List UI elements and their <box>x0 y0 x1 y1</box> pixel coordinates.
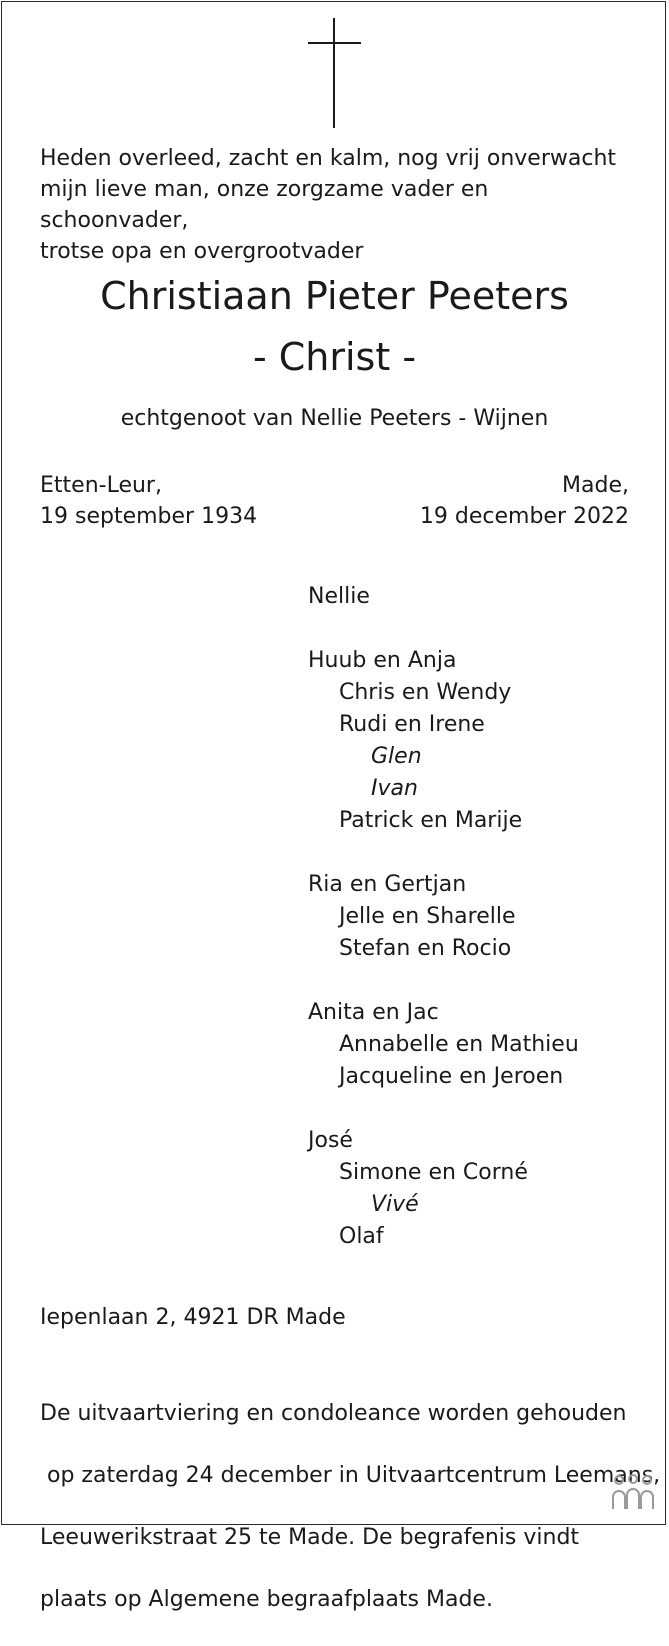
birth-info <box>40 470 257 532</box>
people-group-icon <box>609 1473 657 1513</box>
family-member: Ria en Gertjan <box>308 872 467 897</box>
family-member: Vivé <box>371 1192 419 1217</box>
intro-text <box>40 143 640 267</box>
death-info <box>420 470 629 532</box>
family-member: José <box>308 1128 353 1153</box>
service-info <box>40 1367 661 1646</box>
family-member: Nellie <box>308 584 370 609</box>
death-date: 19 december 2022 <box>419 504 629 529</box>
service-line: Leeuwerikstraat 25 te Made. De begrafenis vindt <box>40 1525 580 1550</box>
family-member: Annabelle en Mathieu <box>339 1032 579 1057</box>
birth-date: 19 september 1934 <box>40 504 258 529</box>
family-member: Olaf <box>339 1224 384 1249</box>
deceased-full-name: Christiaan Pieter Peeters <box>100 274 569 318</box>
birth-place: Etten-Leur, <box>40 473 162 498</box>
family-member: Ivan <box>371 776 418 801</box>
cross-vertical-bar <box>333 18 335 128</box>
family-member: Jelle en Sharelle <box>339 904 516 929</box>
service-line: De uitvaartviering en condoleance worden gehouden <box>40 1401 627 1426</box>
spouse-line: echtgenoot van Nellie Peeters - Wijnen <box>120 406 549 431</box>
family-member: Patrick en Marije <box>339 808 523 833</box>
death-place: Made, <box>562 473 629 498</box>
family-member: Simone en Corné <box>339 1160 528 1185</box>
family-member: Rudi en Irene <box>339 712 485 737</box>
family-member: Huub en Anja <box>308 648 457 673</box>
deceased-nickname: - Christ - <box>252 335 417 379</box>
intro-line: mijn lieve man, onze zorgzame vader en schoonvader, <box>40 177 489 233</box>
family-member: Glen <box>371 744 422 769</box>
intro-line: Heden overleed, zacht en kalm, nog vrij onverwacht <box>40 146 617 171</box>
family-member: Jacqueline en Jeroen <box>339 1064 564 1089</box>
service-line: op zaterdag 24 december in Uitvaartcentrum Leemans, <box>40 1463 661 1488</box>
family-member: Anita en Jac <box>308 1000 439 1025</box>
cross-horizontal-bar <box>308 42 361 44</box>
family-member: Stefan en Rocio <box>339 936 512 961</box>
family-member: Chris en Wendy <box>339 680 512 705</box>
intro-line: trotse opa en overgrootvader <box>40 239 364 264</box>
address-line: Iepenlaan 2, 4921 DR Made <box>40 1305 346 1330</box>
service-line: plaats op Algemene begraafplaats Made. <box>40 1587 493 1612</box>
